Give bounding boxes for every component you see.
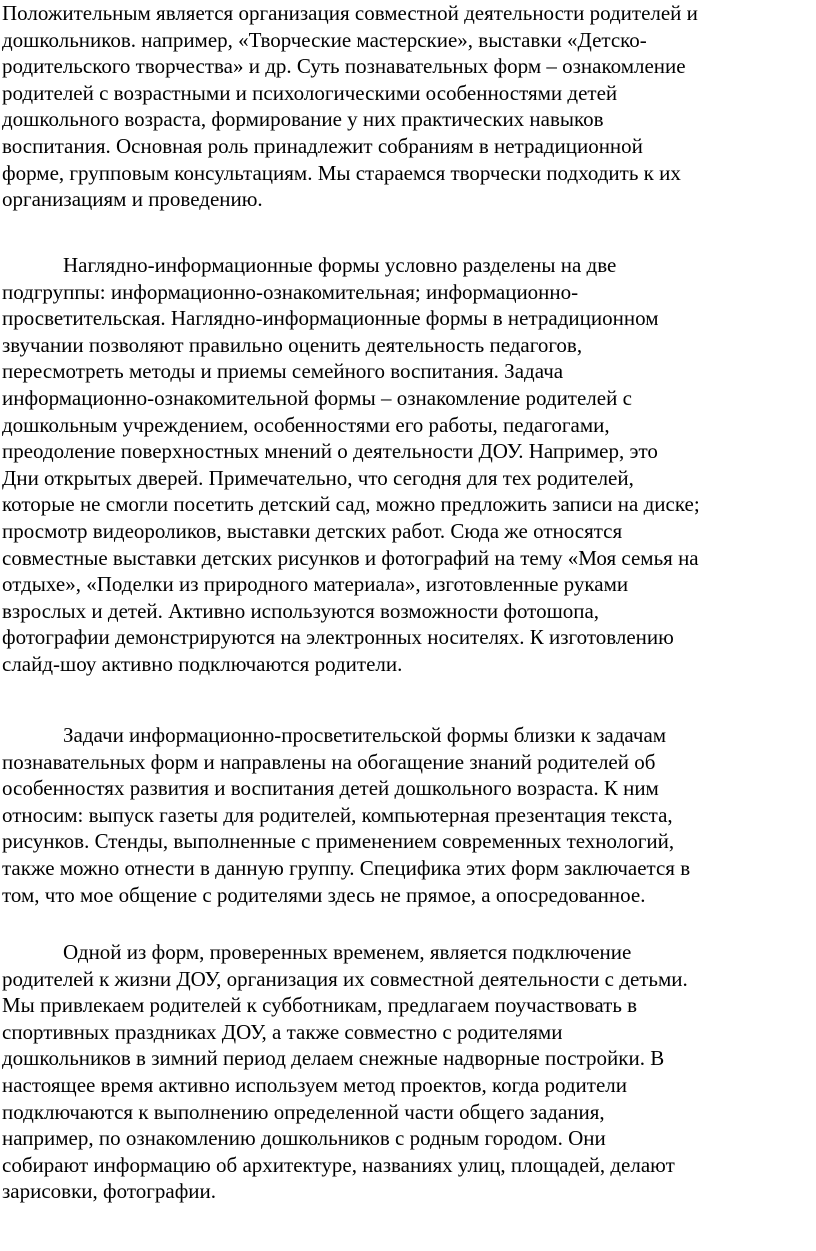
text-line: рисунков. Стенды, выполненные с применением современных технологий, [2, 829, 675, 854]
text-line: особенностях развития и воспитания детей дошкольного возраста. К ним [2, 776, 659, 801]
paragraph-parent-involvement [2, 939, 816, 1205]
text-line: познавательных форм и направлены на обогащение знаний родителей об [2, 749, 656, 774]
text-line: дошкольников. например, «Творческие мастерские», выставки «Детско- [2, 27, 647, 52]
text-line: Дни открытых дверей. Примечательно, что сегодня для тех родителей, [2, 465, 634, 490]
text-line: отдыхе», «Поделки из природного материала», изготовленные руками [2, 572, 629, 597]
paragraph-parent-cooperation [2, 0, 816, 213]
text-line: звучании позволяют правильно оценить деятельность педагогов, [2, 332, 583, 357]
text-line: Наглядно-информационные формы условно разделены на две [63, 253, 617, 277]
text-line: подгруппы: информационно-ознакомительная; информационно- [2, 279, 579, 304]
text-line: организациям и проведению. [2, 187, 263, 212]
text-line: воспитания. Основная роль принадлежит собраниям в нетрадиционной [2, 133, 643, 158]
text-line: дошкольного возраста, формирование у них практических навыков [2, 107, 604, 132]
text-line: пересмотреть методы и приемы семейного воспитания. Задача [2, 359, 564, 384]
text-line: слайд-шоу активно подключаются родители. [2, 651, 403, 676]
text-line: родителей с возрастными и психологическими особенностями детей [2, 80, 618, 105]
text-line: спортивных праздниках ДОУ, а также совместно с родителями [2, 1019, 563, 1044]
text-line: совместные выставки детских рисунков и фотографий на тему «Моя семья на [2, 545, 699, 570]
text-line: которые не смогли посетить детский сад, можно предложить записи на диске; [2, 492, 700, 517]
text-line: преодоление поверхностных мнений о деятельности ДОУ. Например, это [2, 439, 658, 464]
text-line: дошкольников в зимний период делаем снежные надворные постройки. В [2, 1046, 665, 1071]
text-line: фотографии демонстрируются на электронных носителях. К изготовлению [2, 625, 674, 650]
paragraph-visual-information-forms [2, 252, 816, 678]
text-line: просмотр видеороликов, выставки детских работ. Сюда же относятся [2, 518, 623, 543]
text-line: также можно отнести в данную группу. Специфика этих форм заключается в [2, 855, 691, 880]
text-line: родителей к жизни ДОУ, организация их совместной деятельности с детьми. [2, 966, 688, 991]
text-line: Одной из форм, проверенных временем, является подключение [63, 940, 632, 964]
text-line: взрослых и детей. Активно используются возможности фотошопа, [2, 598, 600, 623]
paragraph-educational-forms [2, 722, 816, 908]
text-line: информационно-ознакомительной формы – ознакомление родителей с [2, 385, 632, 410]
text-line: родительского творчества» и др. Суть познавательных форм – ознакомление [2, 54, 686, 79]
text-line: Задачи информационно-просветительской формы близки к задачам [63, 723, 667, 747]
text-line: том, что мое общение с родителями здесь не прямое, а опосредованное. [2, 882, 646, 907]
text-line: форме, групповым консультациям. Мы стараемся творчески подходить к их [2, 160, 681, 185]
text-line: просветительская. Наглядно-информационные формы в нетрадиционном [2, 306, 659, 331]
text-line: Положительным является организация совместной деятельности родителей и [2, 1, 698, 25]
text-line: собирают информацию об архитектуре, названиях улиц, площадей, делают [2, 1152, 675, 1177]
text-line: дошкольным учреждением, особенностями его работы, педагогами, [2, 412, 610, 437]
text-line: подключаются к выполнению определенной части общего задания, [2, 1099, 605, 1124]
text-line: относим: выпуск газеты для родителей, компьютерная презентация текста, [2, 802, 673, 827]
text-line: зарисовки, фотографии. [2, 1179, 217, 1204]
text-line: Мы привлекаем родителей к субботникам, предлагаем поучаствовать в [2, 993, 638, 1018]
text-line: настоящее время активно используем метод проектов, когда родители [2, 1072, 628, 1097]
text-line: например, по ознакомлению дошкольников с родным городом. Они [2, 1126, 606, 1151]
